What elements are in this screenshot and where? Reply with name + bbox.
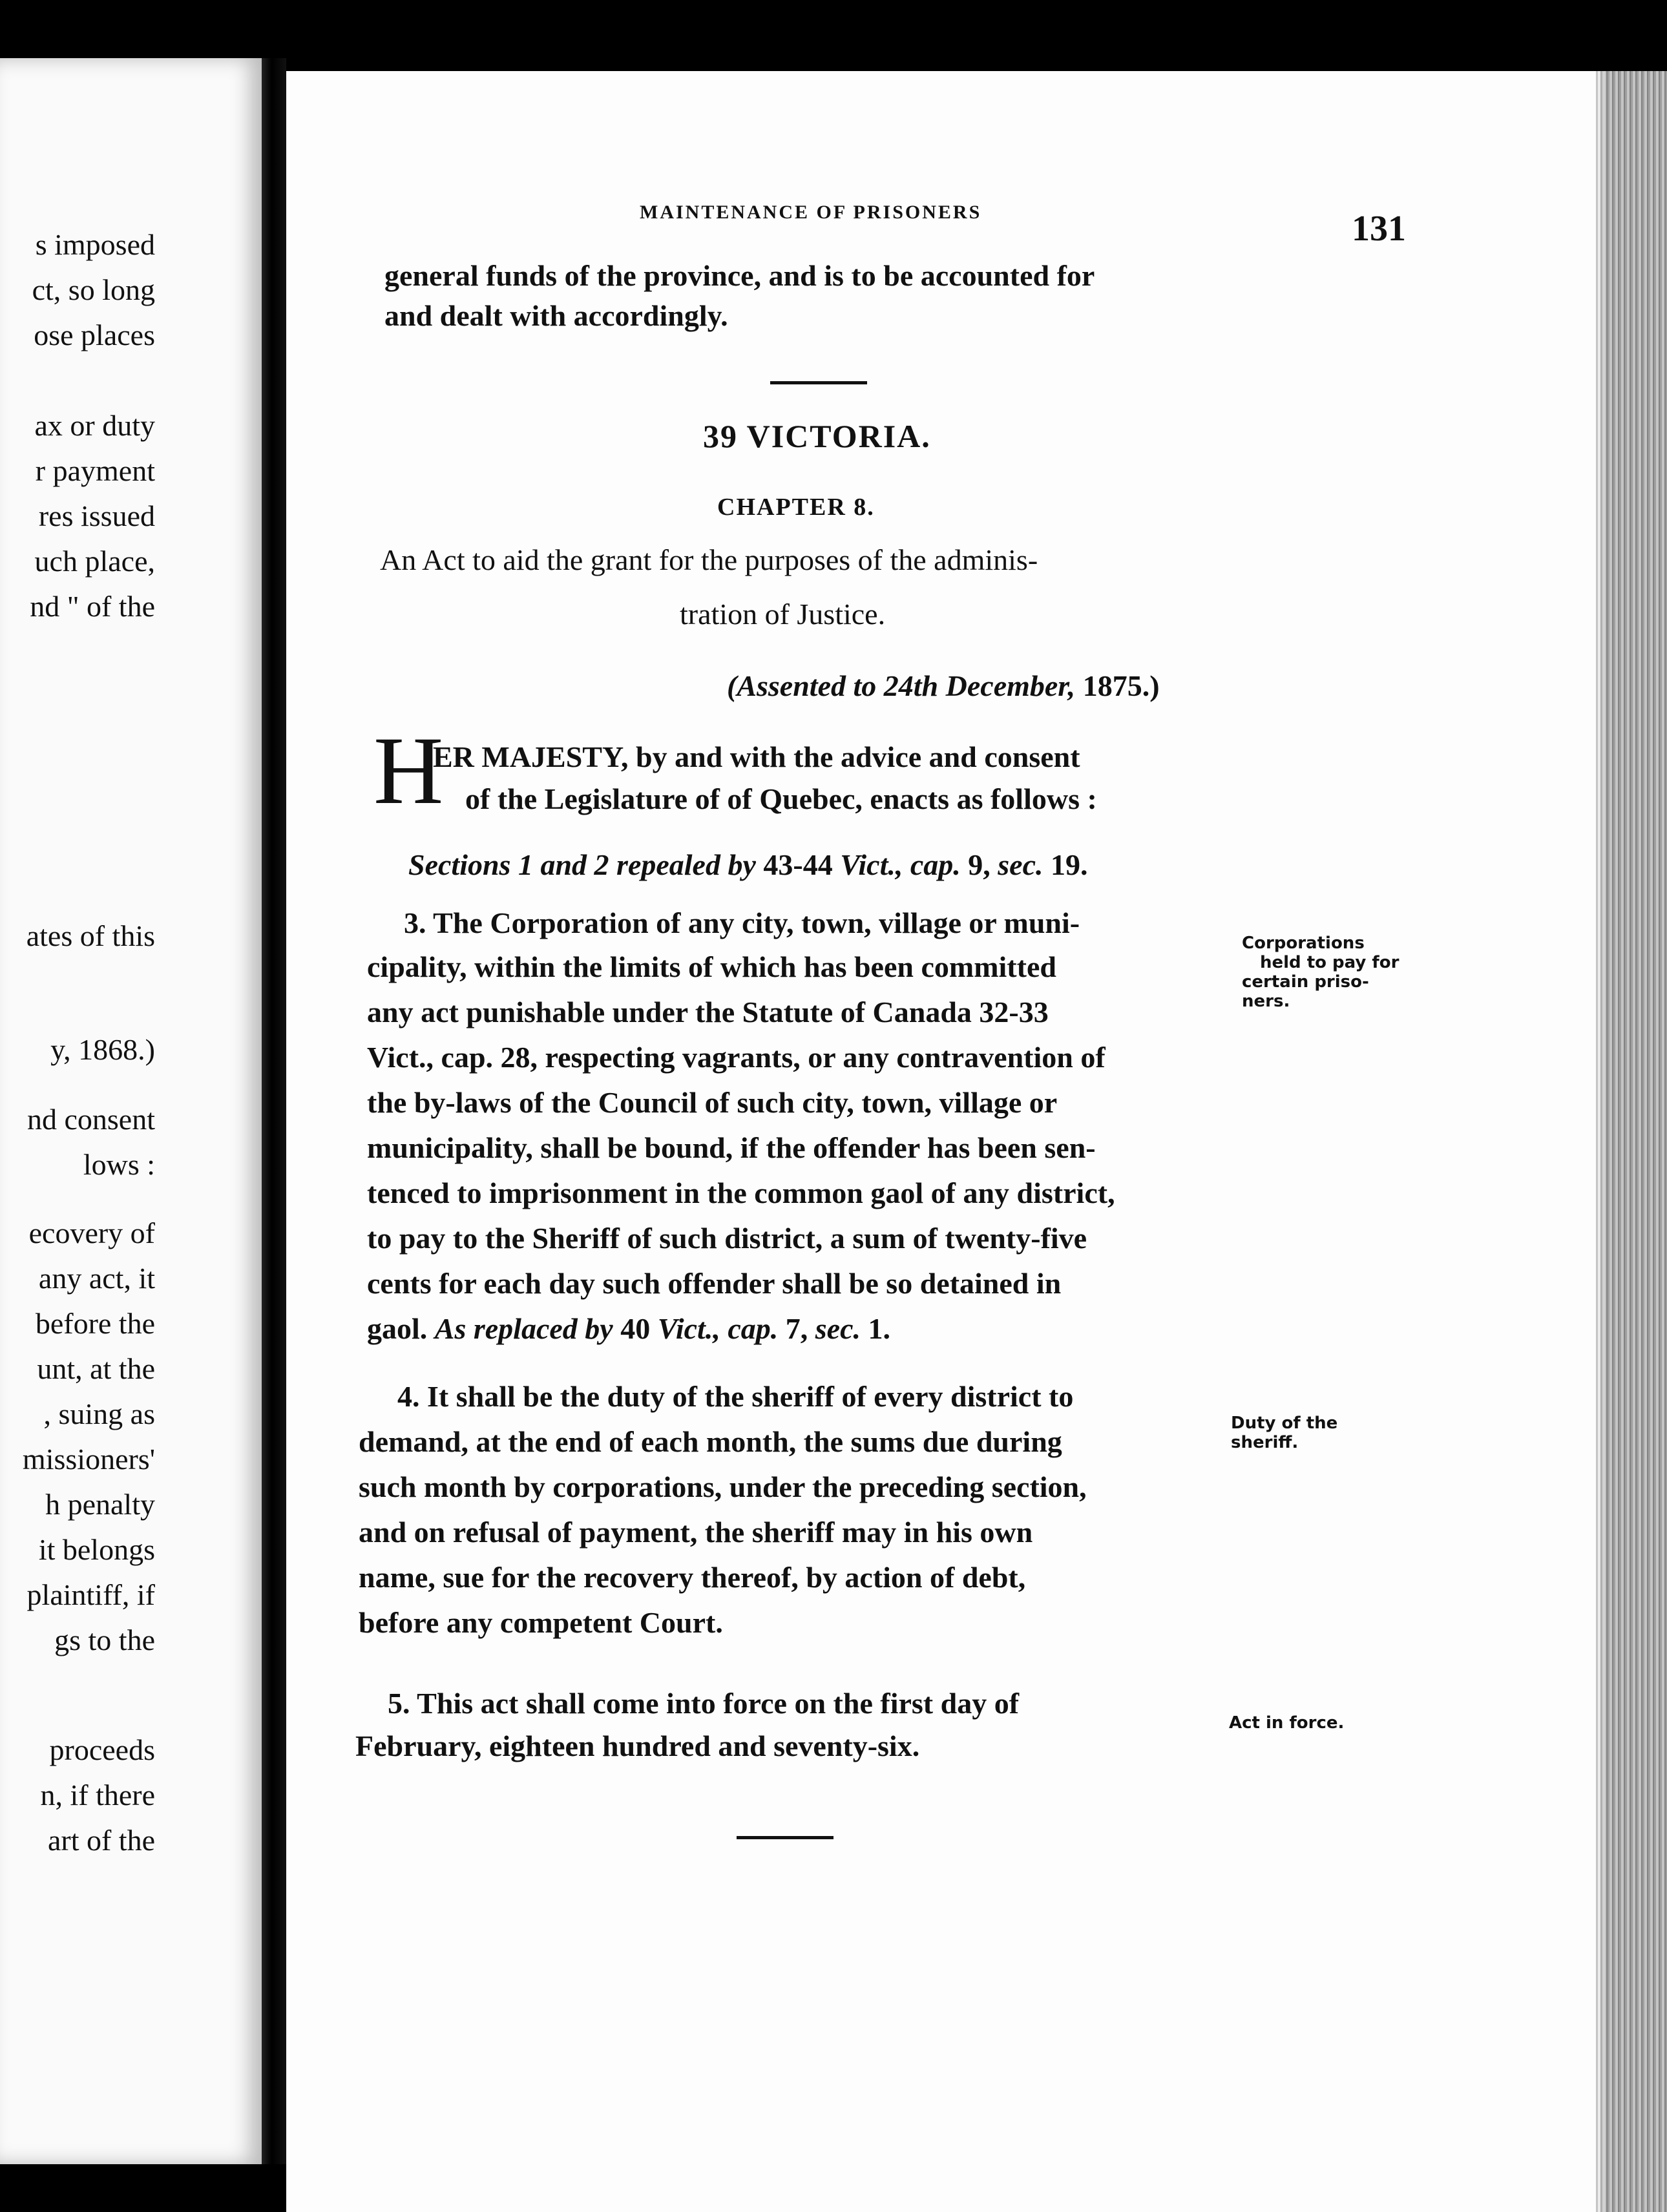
- repeal-note-text: Sections 1 and 2 repealed by: [408, 848, 756, 881]
- section-3-line: tenced to imprisonment in the common gaol of any district,: [367, 1176, 1115, 1209]
- section-3-line: cents for each day such offender shall be so detained in: [367, 1267, 1062, 1300]
- left-facing-page: [0, 58, 262, 2164]
- left-page-line: unt, at the: [37, 1352, 155, 1385]
- margin-note-line: certain priso-: [1242, 972, 1369, 992]
- left-page-line: res issued: [38, 499, 155, 532]
- left-page-line: ecovery of: [28, 1216, 155, 1249]
- section-3-line: the by-laws of the Council of such city, town, village or: [367, 1086, 1058, 1119]
- section-3-text: sec.: [815, 1312, 861, 1345]
- book-gutter: [262, 58, 286, 2164]
- running-head: MAINTENANCE OF PRISONERS: [640, 202, 982, 223]
- left-page-line: ax or duty: [34, 409, 155, 442]
- left-page-line: uch place,: [34, 545, 155, 578]
- section-4-text: It shall be the duty of the sheriff of every district to: [419, 1380, 1074, 1413]
- chapter-heading: CHAPTER 8.: [717, 494, 875, 521]
- margin-note-duty-of-sheriff: [1231, 1414, 1337, 1452]
- assent-date: [727, 669, 1160, 704]
- section-rule: [770, 381, 867, 384]
- section-number: 4.: [397, 1380, 420, 1413]
- repeal-note-text: 19.: [1043, 848, 1088, 881]
- section-3-line: [404, 906, 1080, 941]
- margin-note-line: ners.: [1242, 992, 1290, 1011]
- page-edge-stack: [1596, 71, 1667, 2212]
- repeal-note-text: 43-44: [755, 848, 841, 881]
- page-number: 131: [1352, 209, 1406, 249]
- left-page-line: nd " of the: [30, 590, 155, 623]
- left-page-line: nd consent: [26, 1103, 155, 1136]
- left-page-line: y, 1868.): [50, 1033, 155, 1066]
- section-5-text: This act shall come into force on the first day of: [410, 1687, 1020, 1720]
- margin-note-line: Corporations: [1242, 934, 1365, 953]
- section-4-line: and on refusal of payment, the sheriff may in his own: [359, 1516, 1033, 1549]
- section-4-line: demand, at the end of each month, the sums due during: [359, 1425, 1062, 1458]
- section-5-line: [388, 1686, 1019, 1721]
- left-page-line: any act, it: [38, 1262, 155, 1295]
- left-page-line: s imposed: [35, 228, 155, 261]
- left-page-line: plaintiff, if: [26, 1578, 155, 1611]
- drop-cap: H: [373, 717, 444, 824]
- section-3-text: The Corporation of any city, town, village or muni-: [426, 906, 1080, 939]
- section-3-text: gaol.: [367, 1312, 435, 1345]
- section-3-line: [367, 1311, 890, 1346]
- left-page-line: it belongs: [38, 1533, 155, 1566]
- section-number: 3.: [404, 906, 426, 939]
- left-page-line: h penalty: [45, 1488, 155, 1521]
- repeal-note: [408, 848, 1088, 882]
- section-3-line: Vict., cap. 28, respecting vagrants, or any contravention of: [367, 1041, 1106, 1074]
- section-4-line: such month by corporations, under the preceding section,: [359, 1470, 1087, 1503]
- left-page-line: proceeds: [49, 1733, 155, 1766]
- section-4-line: before any competent Court.: [359, 1606, 723, 1639]
- repeal-note-text: 9,: [960, 848, 998, 881]
- section-3-line: municipality, shall be bound, if the offender has been sen-: [367, 1131, 1096, 1164]
- section-4-line: name, sue for the recovery thereof, by action of debt,: [359, 1561, 1026, 1594]
- act-title-line: An Act to aid the grant for the purposes of the adminis-: [380, 543, 1038, 576]
- intro-line: general funds of the province, and is to be accounted for: [384, 259, 1095, 292]
- end-rule: [737, 1836, 834, 1839]
- section-3-text: 40: [613, 1312, 658, 1345]
- preamble-line: ER MAJESTY, by and with the advice and consent: [433, 740, 1080, 773]
- left-page-line: lows :: [83, 1148, 155, 1181]
- section-number: 5.: [388, 1687, 410, 1720]
- left-page-line: r payment: [35, 454, 155, 487]
- section-3-text: As replaced by: [434, 1312, 613, 1345]
- left-page-line: , suing as: [43, 1397, 155, 1430]
- repeal-note-text: sec.: [998, 848, 1043, 881]
- section-3-text: 7,: [778, 1312, 815, 1345]
- left-page-line: gs to the: [54, 1623, 155, 1656]
- repeal-note-text: Vict., cap.: [840, 848, 961, 881]
- margin-note-line: sheriff.: [1231, 1433, 1299, 1452]
- left-page-line: missioners': [22, 1443, 155, 1476]
- section-3-text: Vict., cap.: [657, 1312, 779, 1345]
- margin-note-line: Act in force.: [1229, 1713, 1345, 1733]
- left-page-line: ose places: [34, 318, 155, 351]
- left-page-line: ct, so long: [32, 273, 155, 306]
- section-3-line: to pay to the Sheriff of such district, a sum of twenty-five: [367, 1222, 1087, 1255]
- act-title-line: tration of Justice.: [680, 598, 886, 631]
- margin-note-line: Duty of the: [1231, 1414, 1338, 1433]
- margin-note-corporations: [1242, 934, 1399, 1011]
- act-heading: 39 VICTORIA.: [703, 418, 931, 454]
- section-3-line: cipality, within the limits of which has been committed: [367, 950, 1056, 983]
- preamble-line: of the Legislature of of Quebec, enacts as follows :: [465, 782, 1097, 815]
- intro-line: and dealt with accordingly.: [384, 299, 728, 332]
- margin-note-line: held to pay for: [1260, 953, 1400, 972]
- left-page-line: ates of this: [26, 919, 155, 952]
- section-4-line: [397, 1379, 1073, 1414]
- assent-year: 1875.): [1075, 669, 1160, 702]
- left-page-line: art of the: [47, 1824, 155, 1857]
- margin-note-act-in-force: [1229, 1713, 1344, 1733]
- left-page-line: n, if there: [40, 1779, 155, 1811]
- assent-italic: (Assented to 24th December,: [727, 669, 1076, 702]
- section-3-line: any act punishable under the Statute of Canada 32-33: [367, 996, 1049, 1028]
- section-3-text: 1.: [861, 1312, 891, 1345]
- left-page-line: before the: [35, 1307, 155, 1340]
- section-5-line: February, eighteen hundred and seventy-six.: [355, 1729, 920, 1762]
